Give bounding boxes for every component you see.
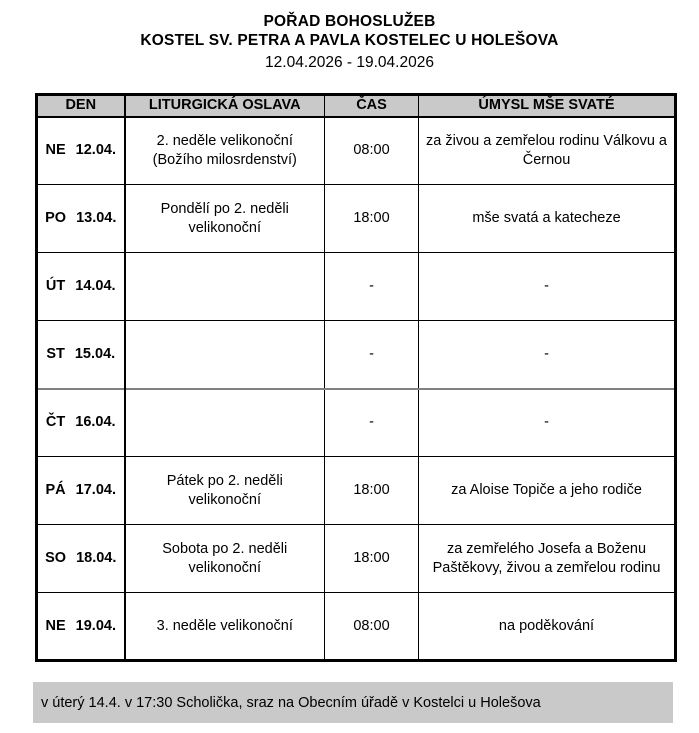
day-cell — [37, 525, 125, 593]
celebration-cell: Sobota po 2. neděli velikonoční — [125, 525, 325, 593]
page-header — [0, 0, 699, 72]
table-row — [37, 593, 676, 661]
day-abbrev: ČT — [45, 414, 66, 431]
schedule-table — [35, 93, 677, 662]
day-date: 17.04. — [75, 482, 116, 499]
intention-cell: mše svatá a katecheze — [419, 185, 676, 253]
announcement-bar — [33, 682, 673, 723]
intention-cell: - — [419, 389, 676, 457]
day-abbrev: PÁ — [45, 482, 66, 499]
intention-cell: na poděkování — [419, 593, 676, 661]
church-name: KOSTEL SV. PETRA A PAVLA KOSTELEC U HOLEŠOVA — [140, 32, 559, 50]
table-row — [37, 253, 676, 321]
time-cell: 08:00 — [325, 593, 419, 661]
time-cell: - — [325, 321, 419, 389]
time-cell: 18:00 — [325, 457, 419, 525]
time-cell: 18:00 — [325, 525, 419, 593]
day-cell — [37, 117, 125, 185]
time-cell: - — [325, 253, 419, 321]
day-date: 12.04. — [75, 142, 116, 159]
intention-cell: - — [419, 253, 676, 321]
day-abbrev: NE — [45, 617, 66, 634]
column-header-umysl: ÚMYSL MŠE SVATÉ — [419, 95, 676, 117]
announcement-text: v úterý 14.4. v 17:30 Scholička, sraz na Obecním úřadě v Kostelci u Holešova — [41, 694, 541, 711]
header-row — [37, 95, 676, 117]
page-title: POŘAD BOHOSLUŽEB — [263, 13, 436, 30]
intention-cell: za zemřelého Josefa a Boženu Paštěkovy, živou a zemřelou rodinu — [419, 525, 676, 593]
celebration-cell: 3. neděle velikonoční — [125, 593, 325, 661]
day-cell — [37, 253, 125, 321]
day-cell — [37, 457, 125, 525]
time-cell: 08:00 — [325, 117, 419, 185]
table-row — [37, 321, 676, 389]
table-row — [37, 389, 676, 457]
day-cell — [37, 593, 125, 661]
day-abbrev: ST — [46, 345, 65, 362]
day-abbrev: SO — [45, 550, 67, 567]
day-date: 16.04. — [75, 414, 116, 431]
celebration-cell — [125, 321, 325, 389]
time-cell: 18:00 — [325, 185, 419, 253]
day-date: 14.04. — [75, 278, 116, 295]
day-cell — [37, 185, 125, 253]
column-header-liturgicka-oslava: LITURGICKÁ OSLAVA — [125, 95, 325, 117]
column-header-den: DEN — [37, 95, 125, 117]
day-date: 15.04. — [74, 345, 116, 362]
table-row — [37, 457, 676, 525]
day-abbrev: PO — [45, 210, 67, 227]
celebration-cell — [125, 253, 325, 321]
table-row — [37, 185, 676, 253]
day-abbrev: ÚT — [45, 278, 66, 295]
intention-cell: za Aloise Topiče a jeho rodiče — [419, 457, 676, 525]
day-cell — [37, 321, 125, 389]
time-cell: - — [325, 389, 419, 457]
day-date: 19.04. — [75, 617, 116, 634]
celebration-cell — [125, 389, 325, 457]
day-date: 18.04. — [76, 550, 117, 567]
table-row — [37, 117, 676, 185]
celebration-cell: Pátek po 2. neděli velikonoční — [125, 457, 325, 525]
day-abbrev: NE — [45, 142, 66, 159]
intention-cell: - — [419, 321, 676, 389]
table-body — [37, 117, 676, 661]
table-row — [37, 525, 676, 593]
date-range: 12.04.2026 - 19.04.2026 — [265, 53, 434, 71]
celebration-cell: 2. neděle velikonoční (Božího milosrdenství) — [125, 117, 325, 185]
table-header — [37, 95, 676, 117]
intention-cell: za živou a zemřelou rodinu Válkovu a Černou — [419, 117, 676, 185]
celebration-cell: Pondělí po 2. neděli velikonoční — [125, 185, 325, 253]
day-date: 13.04. — [76, 210, 117, 227]
column-header-cas: ČAS — [325, 95, 419, 117]
day-cell — [37, 389, 125, 457]
